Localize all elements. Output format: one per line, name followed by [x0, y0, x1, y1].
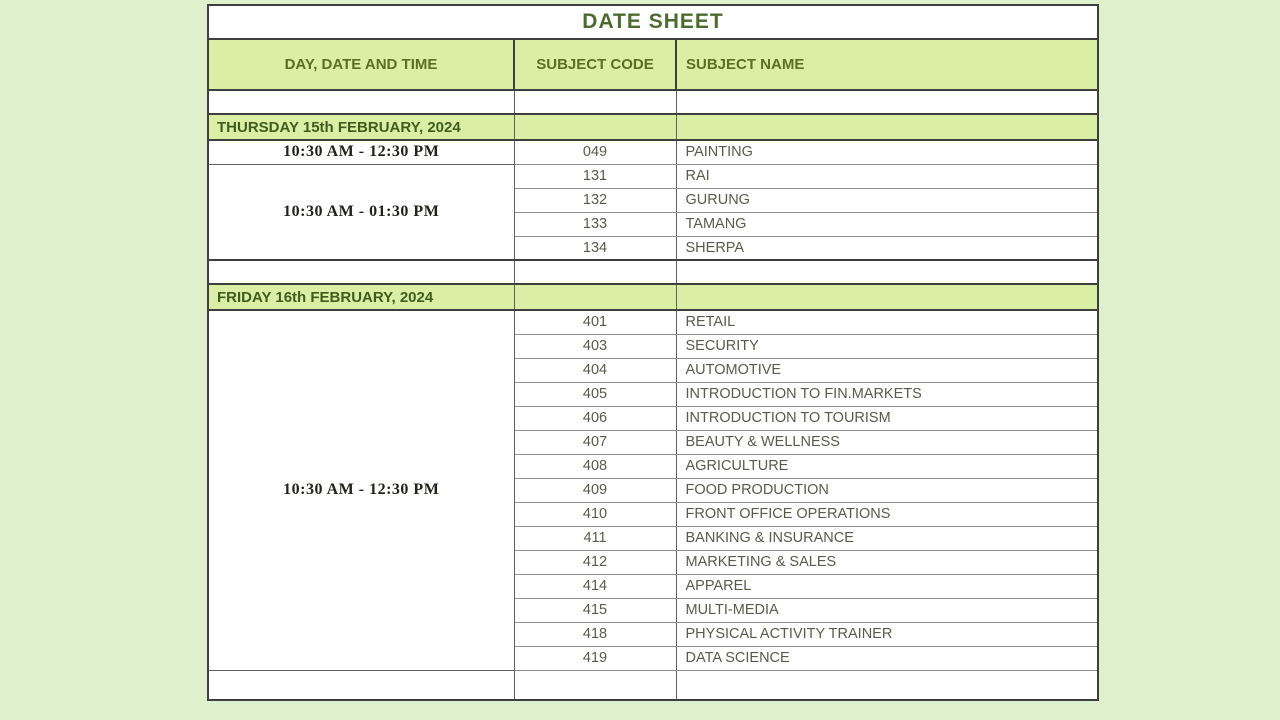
spacer-cell: [208, 260, 514, 284]
date-sheet-table: [207, 4, 1099, 701]
subject-code: 409: [514, 478, 676, 502]
subject-name: TAMANG: [676, 212, 1098, 236]
subject-code: 411: [514, 526, 676, 550]
subject-code: 412: [514, 550, 676, 574]
subject-code: 401: [514, 310, 676, 334]
time-slot-label: 10:30 AM - 12:30 PM: [208, 140, 514, 164]
spacer-cell: [514, 90, 676, 114]
subject-code: 132: [514, 188, 676, 212]
subject-name: DATA SCIENCE: [676, 646, 1098, 670]
subject-code: 418: [514, 622, 676, 646]
column-header-subject-name: SUBJECT NAME: [676, 39, 1098, 90]
spacer-cell: [208, 90, 514, 114]
subject-name: AUTOMOTIVE: [676, 358, 1098, 382]
subject-name: APPAREL: [676, 574, 1098, 598]
subject-code: 419: [514, 646, 676, 670]
subject-code: 407: [514, 430, 676, 454]
sheet-body: [208, 90, 1098, 700]
subject-code: 134: [514, 236, 676, 260]
partial-cell: [514, 670, 676, 700]
subject-name: BEAUTY & WELLNESS: [676, 430, 1098, 454]
subject-row: [208, 140, 1098, 164]
subject-name: RETAIL: [676, 310, 1098, 334]
subject-code: 403: [514, 334, 676, 358]
subject-code: 410: [514, 502, 676, 526]
column-header-day-date-time: DAY, DATE AND TIME: [208, 39, 514, 90]
subject-code: 414: [514, 574, 676, 598]
subject-name: INTRODUCTION TO TOURISM: [676, 406, 1098, 430]
subject-code: 131: [514, 164, 676, 188]
page-title: DATE SHEET: [208, 5, 1098, 39]
day-band-row: [208, 114, 1098, 140]
subject-name: MARKETING & SALES: [676, 550, 1098, 574]
day-band-cell: [676, 114, 1098, 140]
spacer-cell: [514, 260, 676, 284]
subject-code: 133: [514, 212, 676, 236]
subject-code: 404: [514, 358, 676, 382]
time-slot-label: 10:30 AM - 12:30 PM: [208, 310, 514, 670]
section-spacer-row: [208, 260, 1098, 284]
subject-name: SECURITY: [676, 334, 1098, 358]
title-row: [208, 5, 1098, 39]
day-band-cell: [514, 284, 676, 310]
subject-name: INTRODUCTION TO FIN.MARKETS: [676, 382, 1098, 406]
day-band-cell: [514, 114, 676, 140]
day-band-cell: [676, 284, 1098, 310]
section-spacer-row: [208, 90, 1098, 114]
subject-name: BANKING & INSURANCE: [676, 526, 1098, 550]
subject-name: MULTI-MEDIA: [676, 598, 1098, 622]
column-header-subject-code: SUBJECT CODE: [514, 39, 676, 90]
subject-name: FRONT OFFICE OPERATIONS: [676, 502, 1098, 526]
subject-name: PAINTING: [676, 140, 1098, 164]
subject-code: 408: [514, 454, 676, 478]
partial-bottom-row: [208, 670, 1098, 700]
column-header-row: [208, 39, 1098, 90]
subject-code: 049: [514, 140, 676, 164]
sheet-head: [208, 5, 1098, 90]
subject-name: RAI: [676, 164, 1098, 188]
subject-name: SHERPA: [676, 236, 1098, 260]
day-band-row: [208, 284, 1098, 310]
spacer-cell: [676, 260, 1098, 284]
subject-code: 406: [514, 406, 676, 430]
day-header-label: FRIDAY 16th FEBRUARY, 2024: [208, 284, 514, 310]
spacer-cell: [676, 90, 1098, 114]
subject-name: AGRICULTURE: [676, 454, 1098, 478]
subject-row: [208, 164, 1098, 188]
subject-name: GURUNG: [676, 188, 1098, 212]
subject-code: 405: [514, 382, 676, 406]
partial-cell: [208, 670, 514, 700]
time-slot-label: 10:30 AM - 01:30 PM: [208, 164, 514, 260]
subject-name: PHYSICAL ACTIVITY TRAINER: [676, 622, 1098, 646]
subject-row: [208, 310, 1098, 334]
subject-code: 415: [514, 598, 676, 622]
subject-name: FOOD PRODUCTION: [676, 478, 1098, 502]
partial-cell: [676, 670, 1098, 700]
day-header-label: THURSDAY 15th FEBRUARY, 2024: [208, 114, 514, 140]
